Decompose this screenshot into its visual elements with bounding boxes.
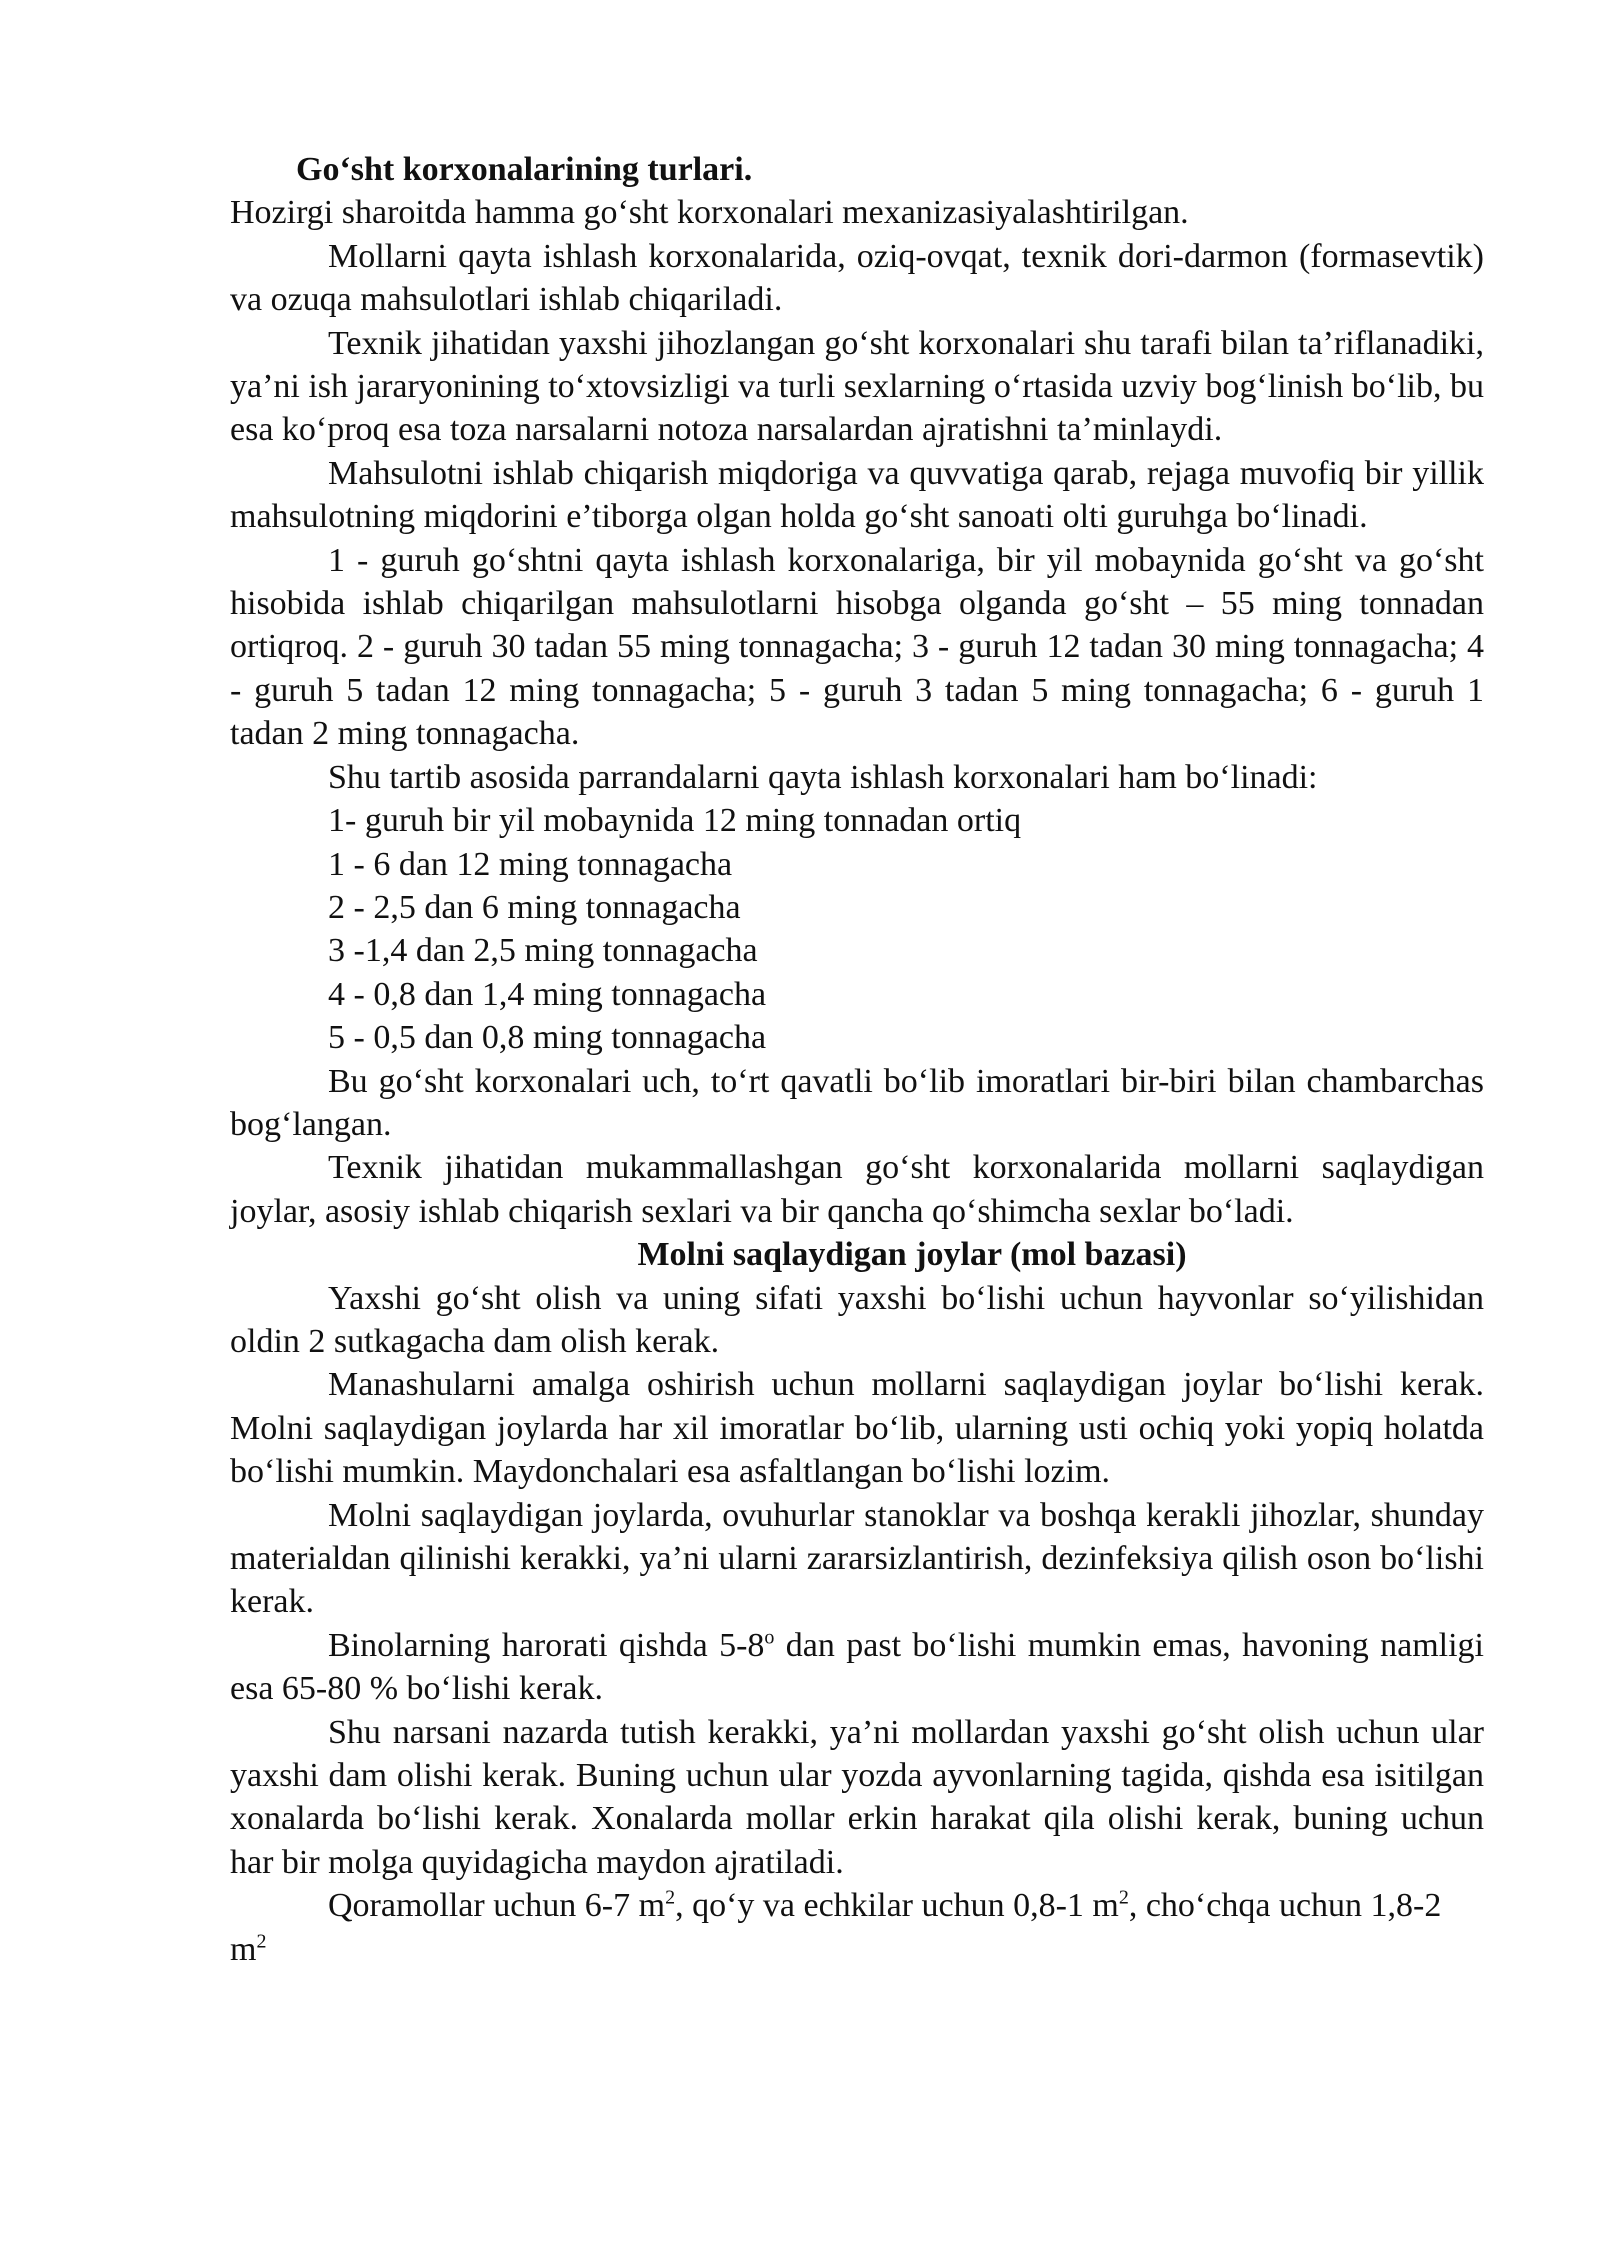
text-run: dan past bo‘lishi mumkin emas, havoning namligi esa 65-80 % bo‘lishi kerak. <box>230 1626 1484 1708</box>
list-item: 2 - 2,5 dan 6 ming tonnagacha <box>328 888 741 926</box>
paragraph: Shu narsani nazarda tutish kerakki, ya’ni mollardan yaxshi go‘sht olish uchun ular yaxshi dam olishi kerak. Buning uchun ular yozda ayvonlarning tagida, qishda esa isitilgan xonalarda bo‘lishi kerak. Xonalarda mollar erkin harakat qila olishi kerak, buning uchun har bir molga quyidagicha maydon ajratiladi. <box>230 1713 1484 1881</box>
list-item: 3 -1,4 dan 2,5 ming tonnagacha <box>328 932 758 970</box>
list-item: 1 - 6 dan 12 ming tonnagacha <box>328 845 733 883</box>
paragraph: Shu tartib asosida parrandalarni qayta ishlash korxonalari ham bo‘linadi: <box>328 758 1318 796</box>
section-heading: Molni saqlaydigan joylar (mol bazasi) <box>637 1236 1187 1274</box>
list-item: 4 - 0,8 dan 1,4 ming tonnagacha <box>328 975 767 1013</box>
section-heading: Go‘sht korxonalarining turlari. <box>296 151 753 188</box>
list-item: 1- guruh bir yil mobaynida 12 ming tonnadan ortiq <box>328 802 1022 840</box>
document-page <box>230 148 1484 1971</box>
list-item: 5 - 0,5 dan 0,8 ming tonnagacha <box>328 1019 767 1057</box>
text-run: , cho‘chqa uchun 1,8-2 m <box>230 1887 1442 1968</box>
paragraph: Texnik jihatidan yaxshi jihozlangan go‘sht korxonalari shu tarafi bilan ta’riflanadiki, ya’ni ish jararyonining to‘xtovsizligi va turli sexlarning o‘rtasida uzviy bog‘linish bo‘lib, bu esa ko‘proq esa toza narsalarni notoza narsalardan ajratishni ta’minlaydi. <box>230 324 1484 449</box>
paragraph: Yaxshi go‘sht olish va uning sifati yaxshi bo‘lishi uchun hayvonlar so‘yilishidan oldin 2 sutkagacha dam olish kerak. <box>230 1279 1484 1360</box>
paragraph: Hozirgi sharoitda hamma go‘sht korxonalari mexanizasiyalashtirilgan. <box>230 194 1189 232</box>
paragraph: Bu go‘sht korxonalari uch, to‘rt qavatli bo‘lib imoratlari bir-biri bilan chambarchas bog‘langan. <box>230 1062 1484 1143</box>
superscript: 2 <box>256 1930 267 1953</box>
superscript: o <box>764 1626 775 1649</box>
paragraph: Texnik jihatidan mukammallashgan go‘sht korxonalarida mollarni saqlaydigan joylar, asosiy ishlab chiqarish sexlari va bir qancha qo‘shimcha sexlar bo‘ladi. <box>230 1149 1484 1230</box>
paragraph: Manashularni amalga oshirish uchun mollarni saqlaydigan joylar bo‘lishi kerak. Molni saqlaydigan joylarda har xil imoratlar bo‘lib, ularning usti ochiq yoki yopiq holatda bo‘lishi mumkin. Maydonchalari esa asfaltlangan bo‘lishi lozim. <box>230 1366 1484 1491</box>
superscript: 2 <box>1118 1886 1129 1909</box>
text-run: Qoramollar uchun 6-7 m <box>328 1887 666 1925</box>
paragraph <box>230 1624 1484 1711</box>
paragraph: Molni saqlaydigan joylarda, ovuhurlar stanoklar va boshqa kerakli jihozlar, shunday materialdan qilinishi kerakki, ya’ni ularni zararsizlantirish, dezinfeksiya qilish oson bo‘lishi kerak. <box>230 1496 1484 1621</box>
paragraph: Mahsulotni ishlab chiqarish miqdoriga va quvvatiga qarab, rejaga muvofiq bir yillik mahsulotning miqdorini e’tiborga olgan holda go‘sht sanoati olti guruhga bo‘linadi. <box>230 454 1484 536</box>
text-run: Binolarning harorati qishda 5-8 <box>328 1626 765 1664</box>
paragraph <box>230 1884 1484 1971</box>
paragraph: Mollarni qayta ishlash korxonalarida, oziq-ovqat, texnik dori-darmon (formasevtik) va ozuqa mahsulotlari ishlab chiqariladi. <box>230 237 1484 319</box>
paragraph: 1 - guruh go‘shtni qayta ishlash korxonalariga, bir yil mobaynida go‘sht va go‘sht hisobida ishlab chiqarilgan mahsulotlarni hisobga olganda go‘sht – 55 ming tonnadan ortiqroq. 2 - guruh 30 tadan 55 ming tonnagacha; 3 - guruh 12 tadan 30 ming tonnagacha; 4 - guruh 5 tadan 12 ming tonnagacha; 5 - guruh 3 tadan 5 ming tonnagacha; 6 - guruh 1 tadan 2 ming tonnagacha. <box>230 541 1484 753</box>
text-run: , qo‘y va echkilar uchun 0,8-1 m <box>675 1887 1119 1925</box>
superscript: 2 <box>665 1886 676 1909</box>
